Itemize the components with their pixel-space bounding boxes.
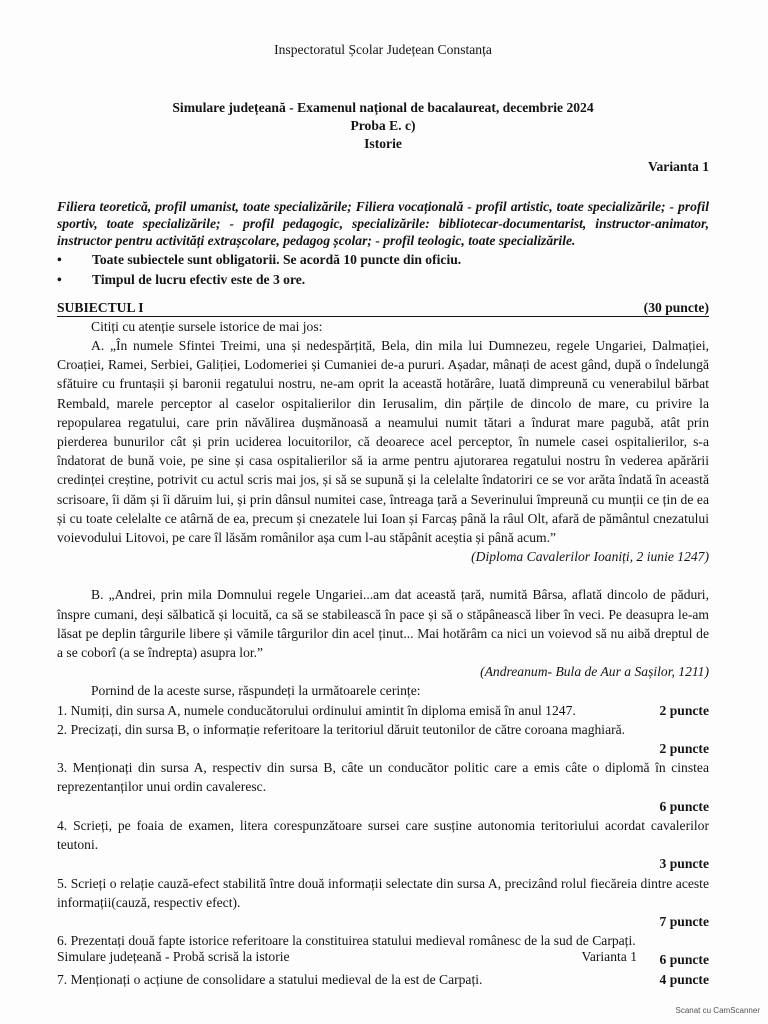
source-b-citation: (Andreanum- Bula de Aur a Sașilor, 1211) xyxy=(480,664,709,680)
question-3 xyxy=(57,758,709,816)
question-5 xyxy=(57,874,709,932)
source-b-text: B. „Andrei, prin mila Domnului regele Ungariei...am dat această țară, numită Bârsa, aflată dincolo de păduri, înspre cumani, deși sălbatică și locuită, ca să se stabilească în pace și să o stăpânească liber în veci. Pe deasupra le-am lăsat pe deplin târgurile libere și vămile târgurilor din acel ținut... Mai hotărâm ca nici un voievod să nu aibă dreptul de a se coborî (a se îndrepta) asupra lor.” xyxy=(57,587,709,661)
footer-right: Varianta 1 xyxy=(581,949,637,964)
source-a-citation: (Diploma Cavalerilor Ioaniți, 2 iunie 1247) xyxy=(471,549,709,565)
question-points: 3 puncte xyxy=(659,856,709,872)
source-b xyxy=(57,585,709,681)
source-a-text: A. „În numele Sfintei Treimi, una și nedespărțită, Bela, din mila lui Dumnezeu, regele Ungariei, Dalmației, Croației, Ramei, Serbiei, Galiției, Lodomeriei și Cumaniei de-a pururi. Așadar, mânați de acest gând, după o îndelungă sfătuire cu fruntașii și baronii regatului nostru, ne-am oprit la această hotărâre, luată dimpreună cu venerabilul bărbat Rembald, marele perceptor al caselor ospitalierilor din Ierusalim, din părțile de dincolo de mare, cu privire la repopularea regatului, care prin năvălirea dușmănoasă a neamului numit tătari a îndurat mare pagubă, atât prin pierderea bunurilor cât și prin uciderea locuitorilor, că deoarece acel perceptor, în numele casei ospitalierilor, s-a îndatorat de bună voie, pe sine și casa ospitalierilor să ia arme pentru ajutorarea regatului nostru în vederea apărării credinței creștine, potrivit cu actul scris mai jos, și să se supună și la celelalte îndatoriri ce se vor arăta îndată în această scrisoare, îi dăm și îi dăruim lui, și prin dânsul numitei case, întreaga țară a Severinului împreună cu munții ce țin de ea și cu toate celelalte ce atârnă de ea, precum și cnezatele lui Ioan și Farcaș până la râul Olt, afară de pământul cnezatului voievodului Litovoi, pe care îl lăsăm românilor așa cum l-au stăpânit aceștia și până acum.” xyxy=(57,338,709,546)
question-text: 5. Scrieți o relație cauză-efect stabilită între două informații selectate din sursa A, precizând rolul fiecăreia dintre aceste informații(cauză, respectiv efect). xyxy=(57,875,709,910)
instructions: Pornind de la aceste surse, răspundeți la următoarele cerințe: xyxy=(91,683,421,699)
question-text: 4. Scrieți, pe foaia de examen, litera corespunzătoare sursei care susține autonomia teritoriului acordat cavalerilor teutoni. xyxy=(57,817,709,853)
rule-item: • Toate subiectele sunt obligatorii. Se acordă 10 puncte din oficiu. xyxy=(57,250,709,269)
question-text: 6. Prezentați două fapte istorice referitoare la constituirea statului medieval românesc de la sud de Carpați. xyxy=(57,933,636,949)
scanner-watermark: Scanat cu CamScanner xyxy=(675,1005,760,1015)
filiera-text: Filiera teoretică, profil umanist, toate specializările; Filiera vocațională - profil artistic, toate specializările; - profil sportiv, toate specializările; - profil pedagogic, specializările: bibliotecar-documentarist, instructor-animator, instructor pentru activități extrașcolare, pedagog școlar; - profil teologic, toate specializările. xyxy=(57,199,709,249)
page-footer xyxy=(57,947,637,966)
bullet-icon: • xyxy=(57,252,62,268)
rule-item: • Timpul de lucru efectiv este de 3 ore. xyxy=(57,270,709,289)
rules-list xyxy=(57,250,709,288)
inspectorate-header: Inspectoratul Școlar Județean Constanța xyxy=(274,42,492,57)
source-a xyxy=(57,336,709,566)
question-2 xyxy=(57,720,709,758)
question-text: 3. Menționați din sursa A, respectiv din sursa B, câte un conducător politic care a emis câte o diplomă în cinstea reprezentanților unui ordin cavaleresc. xyxy=(57,760,709,795)
exam-title: Simulare județeană - Examenul național de bacalaureat, decembrie 2024 xyxy=(172,100,594,116)
question-4 xyxy=(57,816,709,874)
exam-subject: Istorie xyxy=(364,136,402,152)
bullet-icon: • xyxy=(57,271,62,287)
subject-points: (30 puncte) xyxy=(643,299,709,315)
question-points: 7 puncte xyxy=(659,913,709,929)
footer-left: Simulare județeană - Probă scrisă la istorie xyxy=(57,949,290,964)
exam-proba: Proba E. c) xyxy=(350,118,416,134)
question-7 xyxy=(57,970,709,989)
exam-page xyxy=(57,0,709,989)
question-text: 2. Precizați, din sursa B, o informație referitoare la teritoriul dăruit teutonilor de către coroana maghiară. xyxy=(57,721,626,737)
variant-label: Varianta 1 xyxy=(647,159,709,175)
question-points: 4 puncte xyxy=(659,971,709,987)
subject-heading xyxy=(57,300,709,317)
question-points: 6 puncte xyxy=(659,798,709,814)
sources-intro: Citiți cu atenție sursele istorice de mai jos: xyxy=(91,318,323,334)
question-text: 7. Menționați o acțiune de consolidare a statului medieval de la est de Carpați. xyxy=(57,971,483,987)
question-points: 6 puncte xyxy=(659,952,709,968)
subject-title: SUBIECTUL I xyxy=(57,299,144,315)
question-points: 2 puncte xyxy=(659,702,709,718)
exam-titles xyxy=(57,99,709,153)
question-points: 2 puncte xyxy=(659,741,709,757)
question-1 xyxy=(57,701,709,720)
question-text: 1. Numiți, din sursa A, numele conducătorului ordinului amintit în diploma emisă în anul 1247. xyxy=(57,702,576,718)
